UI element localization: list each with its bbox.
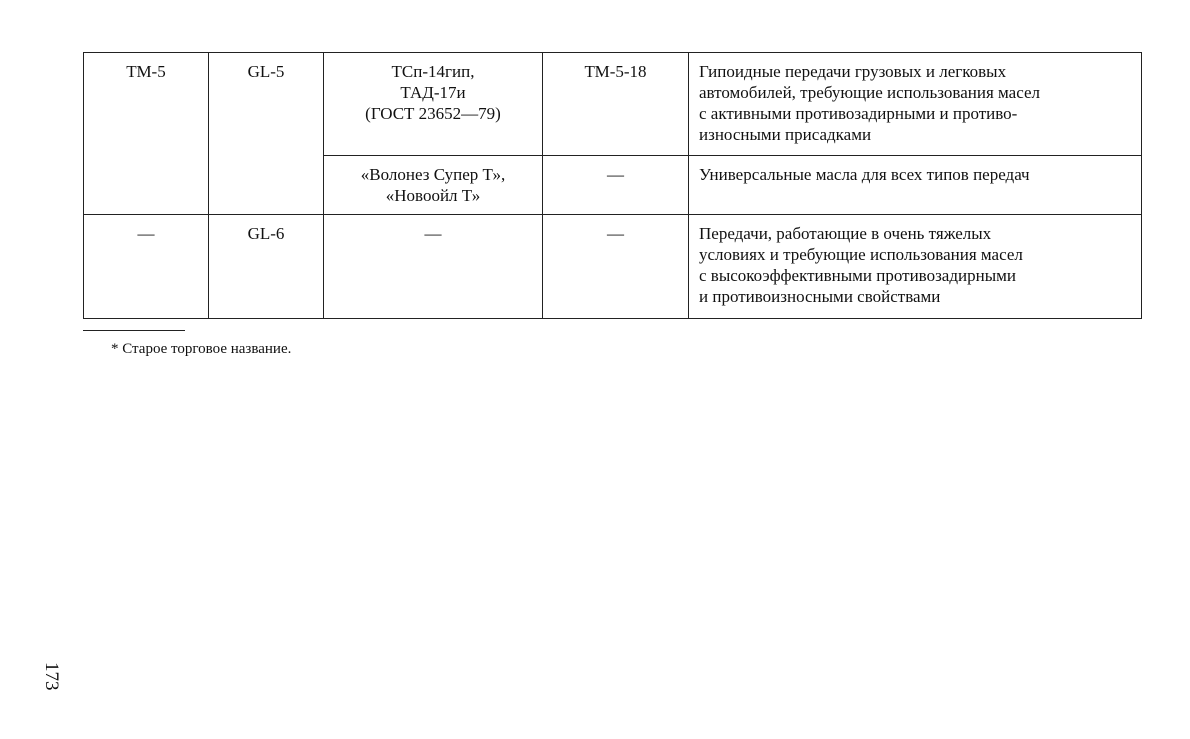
designation-cell bbox=[543, 53, 689, 156]
application-cell bbox=[689, 156, 1142, 215]
application-line: Гипоидные передачи грузовых и легковых bbox=[699, 62, 1007, 81]
footnote-rule bbox=[83, 330, 185, 331]
api-class-cell bbox=[84, 215, 209, 319]
oil-name-line: (ГОСТ 23652—79) bbox=[365, 104, 501, 123]
oil-name-cell bbox=[324, 53, 543, 156]
table-row bbox=[84, 53, 1142, 156]
footnote: * Старое торговое название. bbox=[111, 341, 292, 357]
oil-name: — bbox=[424, 224, 442, 243]
application-line: Универсальные масла для всех типов передач bbox=[699, 165, 1030, 184]
gl-class: GL-6 bbox=[247, 224, 285, 243]
gl-class-cell bbox=[209, 215, 324, 319]
gl-class-cell bbox=[209, 53, 324, 215]
oil-name-cell bbox=[324, 156, 543, 215]
table-row bbox=[84, 215, 1142, 319]
application-line: и противоизносными свойствами bbox=[699, 287, 941, 306]
application-line: с активными противозадирными и противо- bbox=[699, 104, 1018, 123]
oil-name-cell bbox=[324, 215, 543, 319]
application-line: Передачи, работающие в очень тяжелых bbox=[699, 224, 992, 243]
api-class-cell bbox=[84, 53, 209, 215]
designation: — bbox=[607, 224, 624, 243]
application-cell bbox=[689, 215, 1142, 319]
oil-name-line: ТСп-14гип, bbox=[391, 62, 475, 81]
designation: ТМ-5-18 bbox=[584, 62, 647, 81]
api-class: — bbox=[137, 224, 155, 243]
application-line: износными присадками bbox=[699, 125, 872, 144]
designation-cell bbox=[543, 156, 689, 215]
oil-name-line: «Волонез Супер Т», bbox=[360, 165, 506, 184]
application-cell bbox=[689, 53, 1142, 156]
application-line: с высокоэффективными противозадирными bbox=[699, 266, 1016, 285]
oil-name-line: «Новоойл Т» bbox=[385, 186, 481, 205]
designation-cell bbox=[543, 215, 689, 319]
designation: — bbox=[607, 165, 624, 184]
oil-name-line: ТАД-17и bbox=[400, 83, 466, 102]
application-line: условиях и требующие использования масел bbox=[699, 245, 1023, 264]
specification-table bbox=[83, 52, 1142, 319]
api-class: ТМ-5 bbox=[126, 62, 166, 81]
gl-class: GL-5 bbox=[247, 62, 285, 81]
page-number: 173 bbox=[41, 662, 62, 691]
application-line: автомобилей, требующие использования масел bbox=[699, 83, 1040, 102]
